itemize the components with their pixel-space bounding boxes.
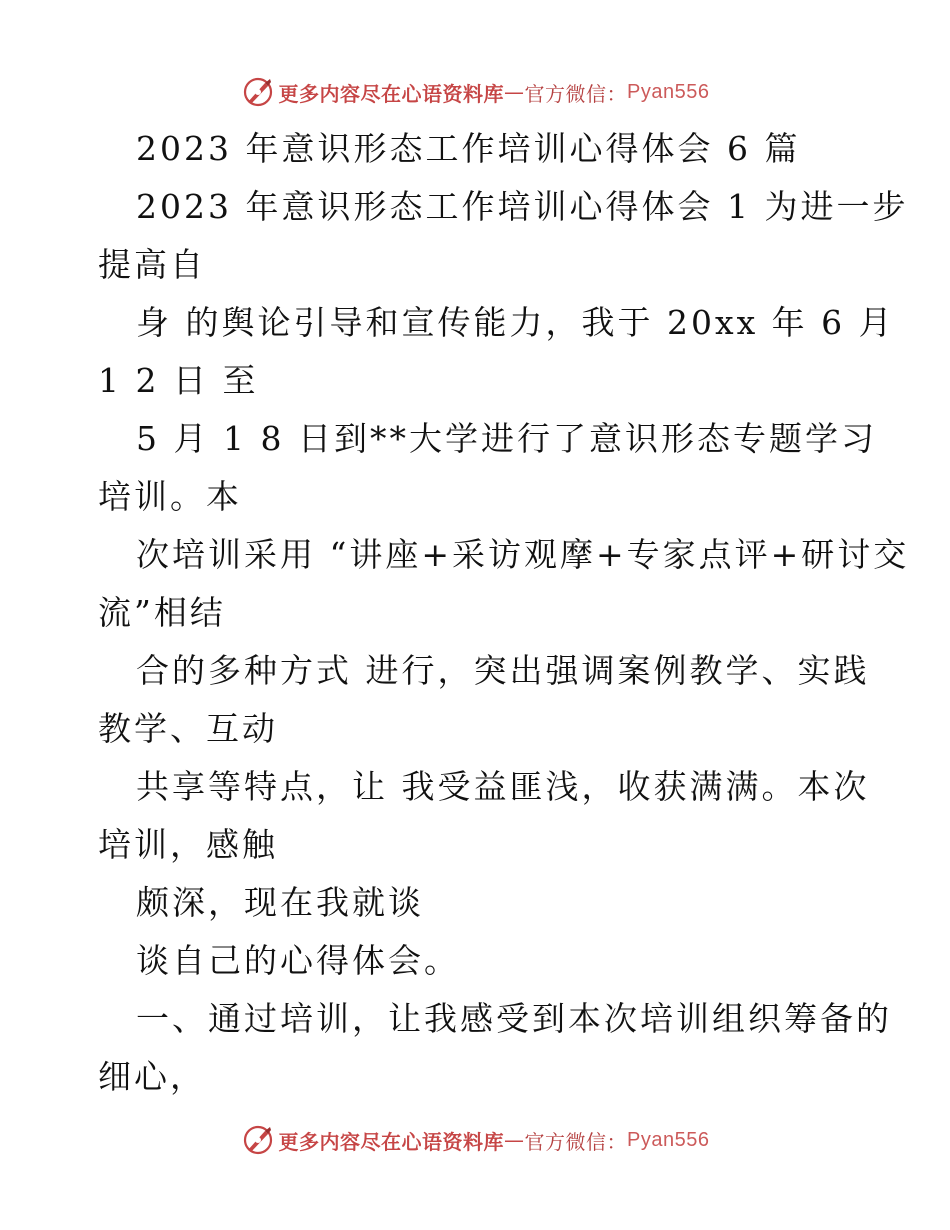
quill-pen-circle-icon [241,75,275,109]
text-line: 谈自己的心得体会。 [136,941,460,980]
text-line: 共享等特点，让 我受益匪浅，收获满满。本次 [136,767,870,806]
text-line: 培训。本 [98,477,242,516]
watermark-official-label: 官方微信： [524,1129,628,1154]
text-line: 流”相结 [98,593,226,632]
watermark-footer [0,1120,950,1160]
text-line: 提高自 [98,245,206,284]
watermark-wechat-id: Pyan556 [627,80,710,103]
text-line: 教学、互动 [98,709,278,748]
text-line: 5 月 1 8 日到**大学进行了意识形态专题学习 [136,419,877,458]
watermark-official-label: 官方微信： [524,81,628,106]
text-line: 身 的舆论引导和宣传能力，我于 20xx 年 6 月 [136,303,895,342]
text-line: 次培训采用 “讲座+采访观摩+专家点评+研讨交 [136,535,910,574]
text-line: 颇深，现在我就谈 [136,883,424,922]
watermark-text: 更多内容尽在心语资料库 [278,1129,505,1154]
watermark-dash: — [504,80,525,104]
watermark-dash: — [504,1128,525,1152]
text-line: 合的多种方式 进行，突出强调案例教学、实践 [136,651,870,690]
text-line: 培训，感触 [98,825,278,864]
text-line: 一、通过培训，让我感受到本次培训组织筹备的 [136,999,892,1038]
document-body [98,120,910,1106]
watermark-header [0,72,950,112]
document-title: 2023 年意识形态工作培训心得体会 6 篇 [136,129,801,168]
watermark-wechat-id: Pyan556 [627,1128,710,1151]
text-line: 2023 年意识形态工作培训心得体会 1 为进一步 [136,187,909,226]
watermark-text: 更多内容尽在心语资料库 [278,81,505,106]
text-line: 1 2 日 至 [98,361,259,400]
text-line: 细心， [98,1057,206,1096]
quill-pen-circle-icon [241,1123,275,1157]
